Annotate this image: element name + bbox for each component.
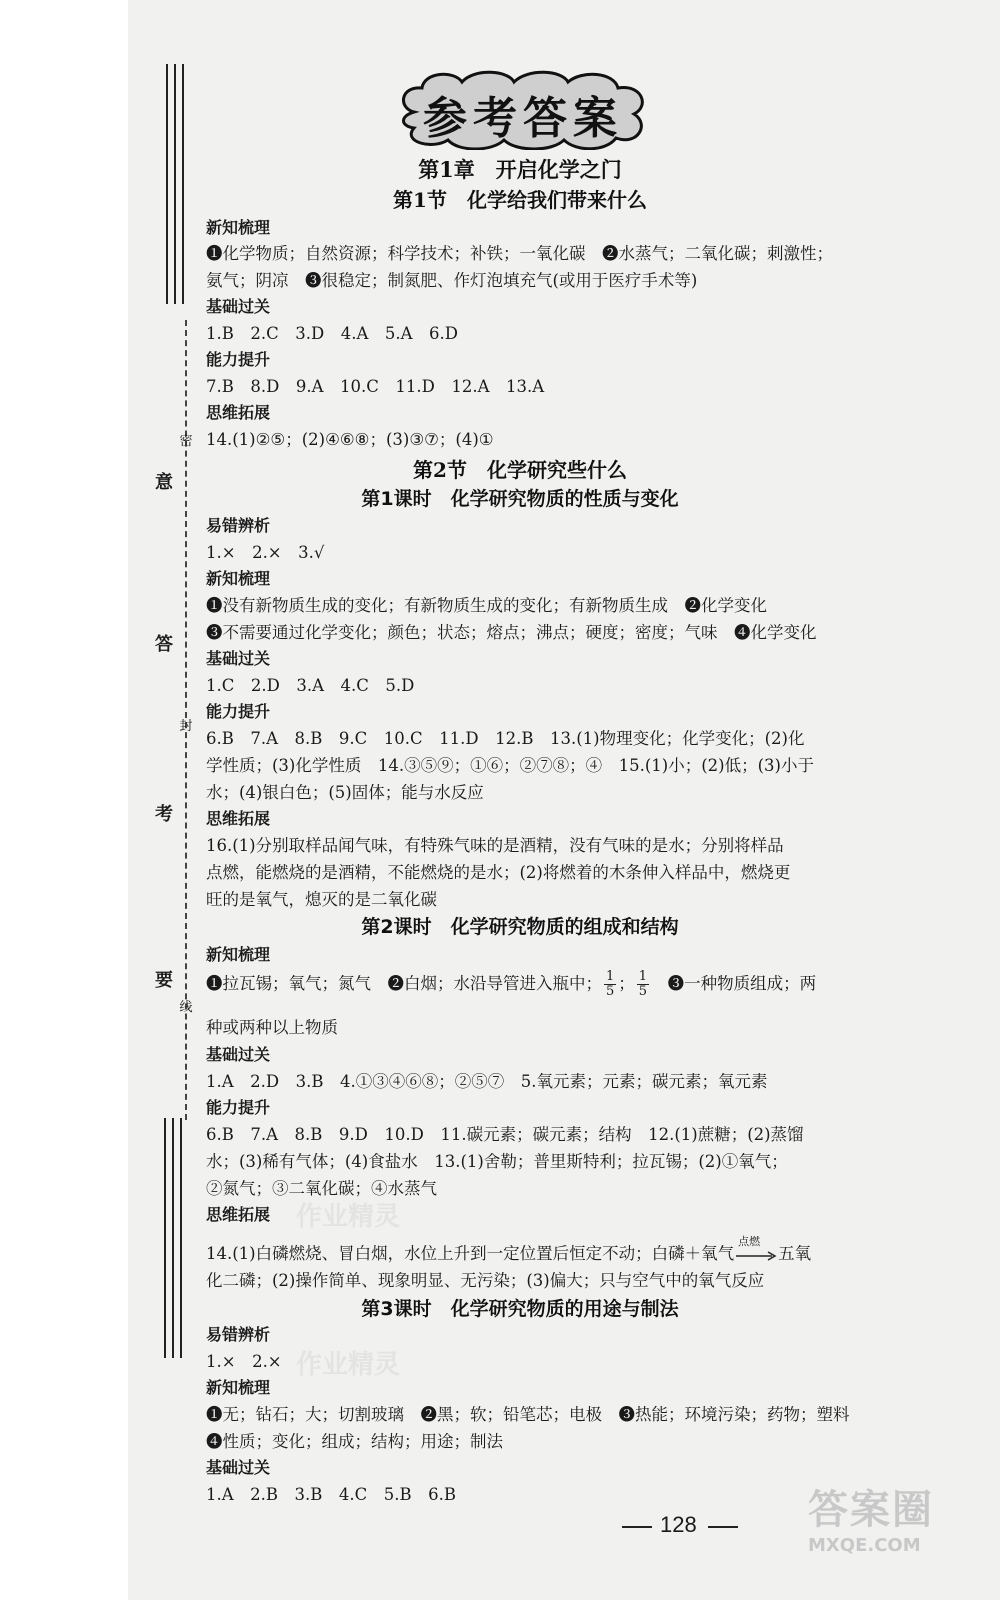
subheading-ability: 能力提升 <box>206 1098 271 1117</box>
fraction-one-fifth: $\frac{1}{5}$ <box>638 969 648 999</box>
side-char-da: 答 <box>155 634 173 655</box>
subheading-basic: 基础过关 <box>206 297 271 316</box>
answer-line: 16.(1)分别取样品闻气味，有特殊气味的是酒精，没有气味的是水；分别将样品 <box>206 836 784 855</box>
lesson-heading-1: 第1课时 化学研究物质的性质与变化 <box>361 488 679 510</box>
answer-line: ❹性质；变化；组成；结构；用途；制法 <box>206 1432 503 1451</box>
answer-line: ❶没有新物质生成的变化；有新物质生成的变化；有新物质生成 ❷化学变化 <box>206 596 767 615</box>
subheading-basic: 基础过关 <box>206 1458 271 1477</box>
answer-line: 水；(4)银白色；(5)固体；能与水反应 <box>206 783 484 802</box>
page-title: 参考答案 <box>423 93 623 144</box>
subheading-thinking: 思维拓展 <box>206 1205 271 1224</box>
answer-line: ②氮气；③二氧化碳；④水蒸气 <box>206 1179 437 1198</box>
answer-line: 旺的是氧气，熄灭的是二氧化碳 <box>206 890 437 909</box>
seal-char-mi: 密 <box>179 434 193 449</box>
answer-line: 1.C 2.D 3.A 4.C 5.D <box>206 676 415 695</box>
margin-line-top-2 <box>174 64 176 304</box>
answer-line: 种或两种以上物质 <box>206 1018 338 1037</box>
answer-line: 化二磷；(2)操作简单、现象明显、无污染；(3)偏大；只与空气中的氧气反应 <box>206 1271 765 1290</box>
side-char-yao: 要 <box>155 970 173 991</box>
margin-line-bottom-2 <box>172 1118 174 1358</box>
margin-line-top-3 <box>182 64 184 304</box>
lesson-heading-2: 第2课时 化学研究物质的组成和结构 <box>361 916 679 938</box>
subheading-basic: 基础过关 <box>206 649 271 668</box>
side-char-yi: 意 <box>155 472 173 493</box>
page-number-dash <box>708 1526 738 1528</box>
subheading-errors: 易错辨析 <box>206 516 271 535</box>
answer-line: 6.B 7.A 8.B 9.C 10.C 11.D 12.B 13.(1)物理变化；化学变化；(2)化 <box>206 729 805 748</box>
margin-line-bottom-3 <box>180 1118 182 1358</box>
faint-watermark: 作业精灵 <box>296 1202 401 1232</box>
title-banner <box>392 68 654 150</box>
answer-text: ❶拉瓦锡；氧气；氮气 ❷白烟；水沿导管进入瓶中； <box>206 974 602 993</box>
answer-line: 氨气；阴凉 ❸很稳定；制氮肥、作灯泡填充气(或用于医疗手术等) <box>206 271 698 290</box>
subheading-thinking: 思维拓展 <box>206 403 271 422</box>
answer-line: 7.B 8.D 9.A 10.C 11.D 12.A 13.A <box>206 377 545 396</box>
faint-watermark: 作业精灵 <box>296 1350 401 1380</box>
fraction-one-fifth: $\frac{1}{5}$ <box>606 969 615 999</box>
seal-char-feng: 封 <box>179 719 193 734</box>
lesson-heading-3: 第3课时 化学研究物质的用途与制法 <box>361 1298 679 1320</box>
answer-line: 1.A 2.B 3.B 4.C 5.B 6.B <box>206 1485 456 1504</box>
margin-line-top-1 <box>166 64 168 304</box>
answer-line: 1.× 2.× <box>206 1352 282 1371</box>
subheading-ability: 能力提升 <box>206 702 271 721</box>
answer-line: 1.A 2.D 3.B 4.①③④⑥⑧；②⑤⑦ 5.氧元素；元素；碳元素；氧元素 <box>206 1072 768 1091</box>
margin-line-bottom-1 <box>164 1118 166 1358</box>
side-char-kao: 考 <box>155 804 173 825</box>
answer-text: ❸一种物质组成；两 <box>651 974 817 993</box>
subheading-errors: 易错辨析 <box>206 1325 271 1344</box>
watermark-logo-text: 答案圈 <box>808 1487 934 1533</box>
page-number: 128 <box>660 1512 697 1537</box>
section-heading-2: 第2节 化学研究些什么 <box>413 458 627 482</box>
watermark-url: MXQE.COM <box>808 1535 921 1556</box>
answer-line: 点燃，能燃烧的是酒精，不能燃烧的是水；(2)将燃着的木条伸入样品中，燃烧更 <box>206 863 791 882</box>
answer-line: ❶化学物质；自然资源；科学技术；补铁；一氧化碳 ❷水蒸气；二氧化碳；刺激性； <box>206 244 833 263</box>
subheading-ability: 能力提升 <box>206 350 271 369</box>
page-number-dash <box>622 1526 652 1528</box>
arrow-condition: 点燃 <box>738 1234 761 1248</box>
subheading-new-knowledge: 新知梳理 <box>206 945 271 964</box>
answer-line: 1.B 2.C 3.D 4.A 5.A 6.D <box>206 324 458 343</box>
answer-line: 学性质；(3)化学性质 14.③⑤⑨；①⑥；②⑦⑧；④ 15.(1)小；(2)低；(3)小于 <box>206 756 814 775</box>
answer-line-with-fractions <box>206 970 816 999</box>
site-watermark <box>808 1478 978 1590</box>
chapter-heading: 第1章 开启化学之门 <box>418 157 622 182</box>
answer-line: ❶无；钻石；大；切割玻璃 ❷黑；软；铅笔芯；电极 ❸热能；环境污染；药物；塑料 <box>206 1405 850 1424</box>
answer-line: 6.B 7.A 8.B 9.D 10.D 11.碳元素；碳元素；结构 12.(1)蔗糖；(2)蒸馏 <box>206 1125 804 1144</box>
arrow-icon <box>734 1247 778 1263</box>
answer-line: 14.(1)②⑤；(2)④⑥⑧；(3)③⑦；(4)① <box>206 430 494 449</box>
answer-text: 五氧 <box>778 1244 812 1263</box>
separator: ； <box>618 974 635 993</box>
answer-line: 水；(3)稀有气体；(4)食盐水 13.(1)舍勒；普里斯特利；拉瓦锡；(2)①氧气； <box>206 1152 788 1171</box>
section-heading-1: 第1节 化学给我们带来什么 <box>393 188 647 212</box>
answer-text: 14.(1)白磷燃烧、冒白烟，水位上升到一定位置后恒定不动；白磷＋氧气 <box>206 1244 735 1263</box>
subheading-new-knowledge: 新知梳理 <box>206 569 271 588</box>
answer-line: ❸不需要通过化学变化；颜色；状态；熔点；沸点；硬度；密度；气味 ❹化学变化 <box>206 623 817 642</box>
subheading-thinking: 思维拓展 <box>206 809 271 828</box>
answer-line-with-arrow <box>206 1234 812 1264</box>
answer-line: 1.× 2.× 3.√ <box>206 543 325 562</box>
subheading-new-knowledge: 新知梳理 <box>206 1378 271 1397</box>
subheading-basic: 基础过关 <box>206 1045 271 1064</box>
subheading-new-knowledge: 新知梳理 <box>206 218 271 237</box>
reaction-arrow <box>734 1234 778 1263</box>
seal-char-xian: 线 <box>179 1000 193 1015</box>
